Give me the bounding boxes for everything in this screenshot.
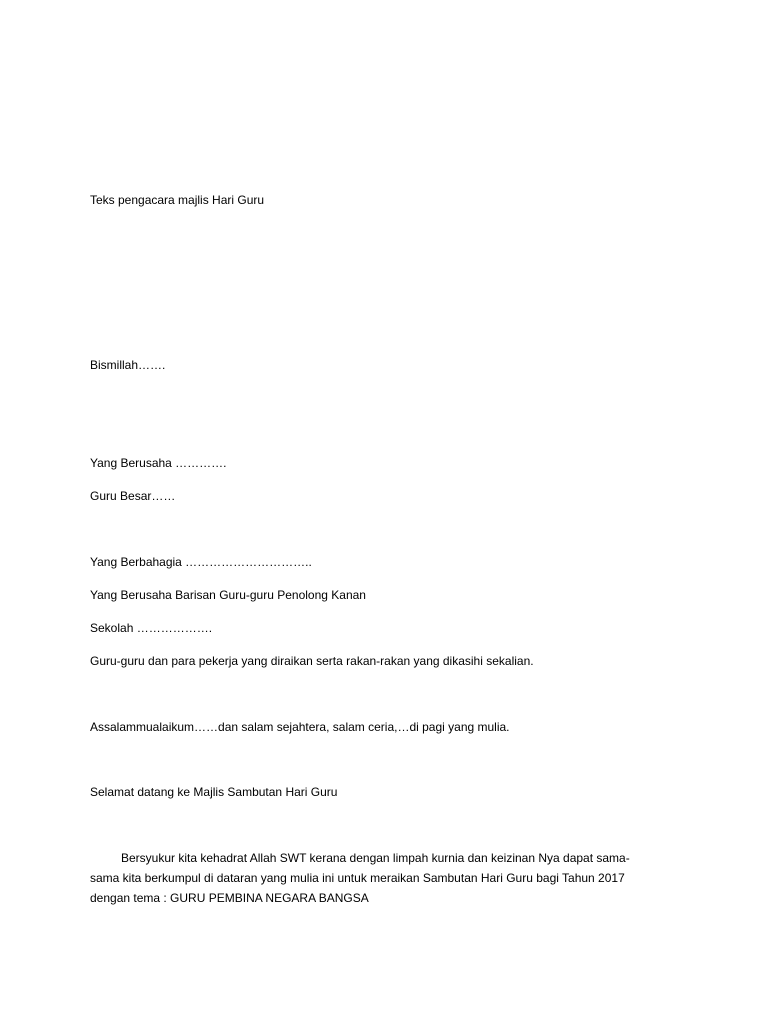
salutation-line: Guru Besar…… — [90, 489, 176, 503]
salutation-line: Yang Berusaha Barisan Guru-guru Penolong Kanan — [90, 588, 366, 602]
paragraph-line: sama kita berkumpul di dataran yang mulia ini untuk meraikan Sambutan Hari Guru bagi Tahun 2017 — [90, 871, 625, 885]
document-title: Teks pengacara majlis Hari Guru — [90, 193, 265, 207]
salutation-line: Sekolah ………………. — [90, 621, 213, 635]
paragraph-line: dengan tema : GURU PEMBINA NEGARA BANGSA — [90, 891, 369, 905]
body-paragraph — [90, 848, 670, 908]
salutation-line: Guru-guru dan para pekerja yang diraikan serta rakan-rakan yang dikasihi sekalian. — [90, 654, 534, 668]
welcome-line: Selamat datang ke Majlis Sambutan Hari Guru — [90, 785, 338, 799]
greeting-line: Assalammualaikum……dan salam sejahtera, salam ceria,…di pagi yang mulia. — [90, 720, 510, 734]
paragraph-line: Bersyukur kita kehadrat Allah SWT kerana dengan limpah kurnia dan keizinan Nya dapat sama- — [121, 851, 630, 865]
salutation-line: Yang Berusaha …………. — [90, 456, 227, 470]
opening-line: Bismillah……. — [90, 358, 166, 372]
salutation-line: Yang Berbahagia ………………………….. — [90, 555, 312, 569]
